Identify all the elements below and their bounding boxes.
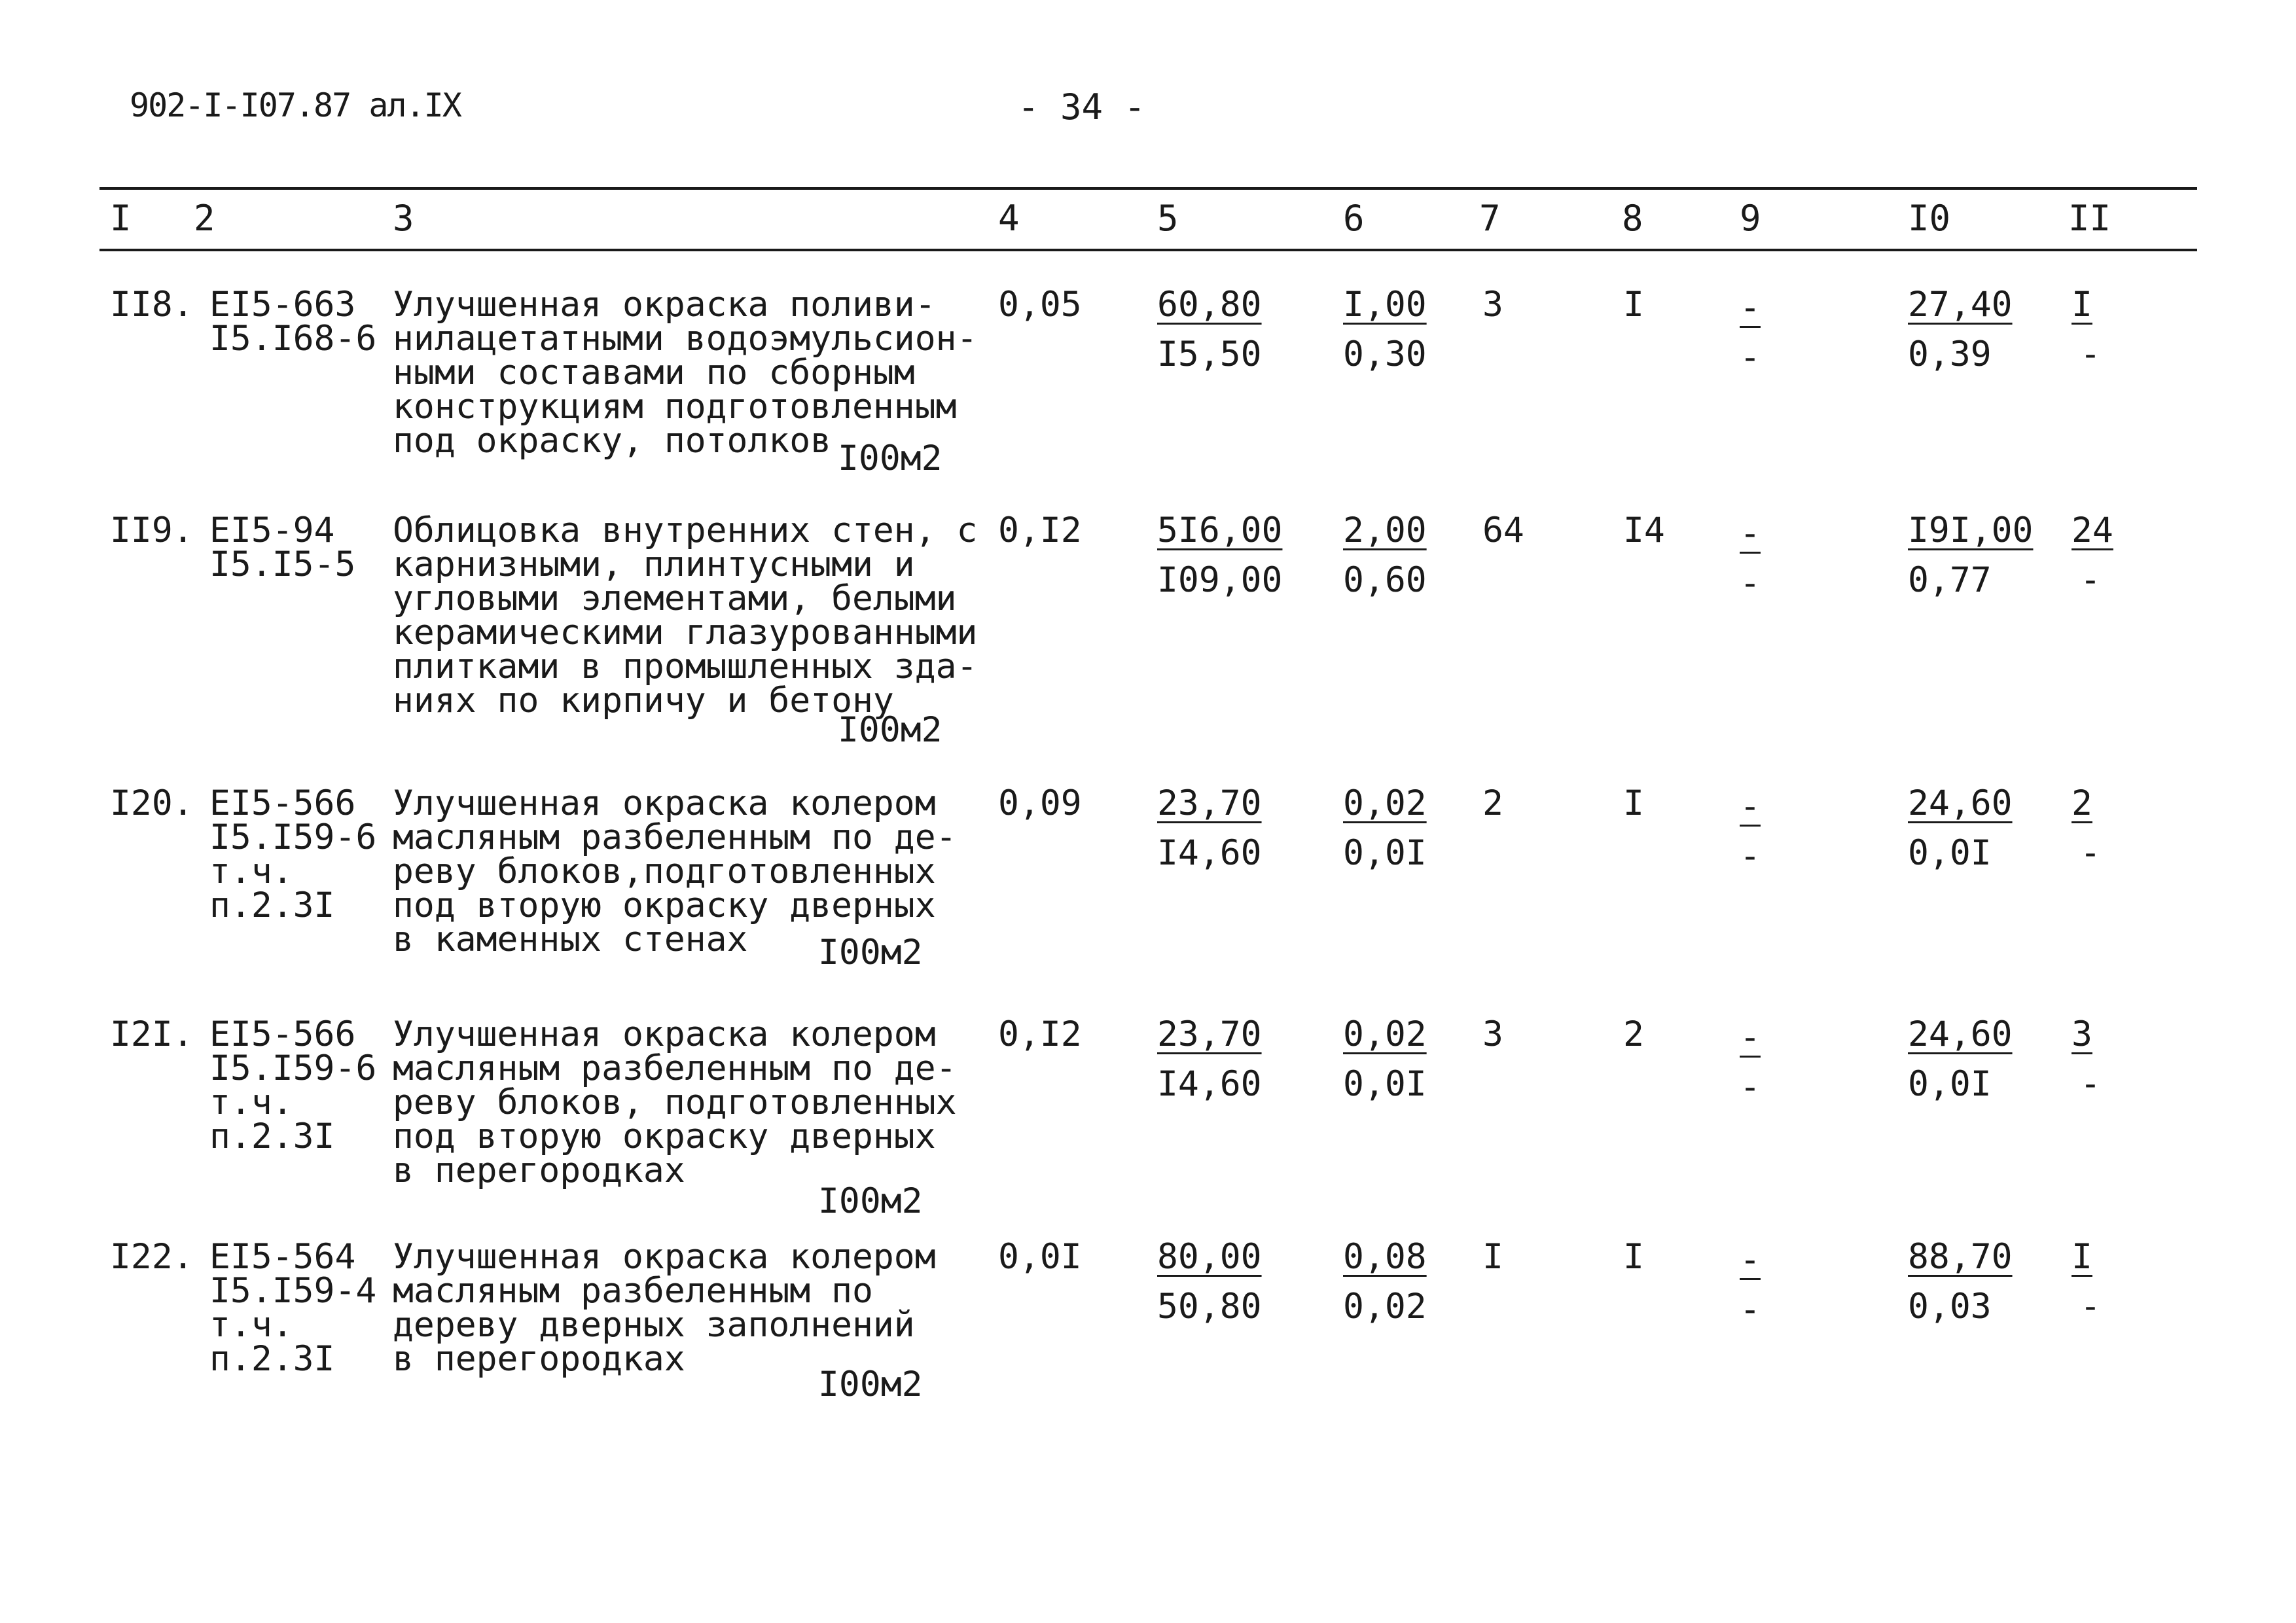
col10-top: 88,70	[1908, 1237, 2013, 1277]
column-header-8: 8	[1622, 198, 1643, 239]
work-description-line: Улучшенная окраска поливи-	[393, 285, 936, 325]
work-description-line: в каменных стенах	[393, 919, 748, 959]
col9-bottom: -	[1740, 1067, 1761, 1107]
work-description-line: масляным разбеленным по	[393, 1271, 873, 1311]
col10-bottom: 0,39	[1908, 334, 1992, 374]
col9-bottom: -	[1740, 563, 1761, 603]
column-header-1: I	[110, 198, 132, 239]
col6-top: 0,02	[1343, 1014, 1427, 1054]
rate-code: I5.I59-6	[209, 1048, 377, 1088]
quantity: 0,0I	[998, 1237, 1082, 1277]
rate-code: п.2.3I	[209, 1339, 335, 1379]
col10-top: I9I,00	[1908, 510, 2034, 550]
work-description-line: в перегородках	[393, 1150, 685, 1190]
quantity: 0,I2	[998, 510, 1082, 550]
work-description-line: под вторую окраску дверных	[393, 1116, 936, 1156]
work-description-line: Улучшенная окраска колером	[393, 1237, 936, 1277]
rate-code: EI5-564	[209, 1237, 356, 1277]
col9-top: -	[1740, 288, 1761, 328]
col11-top: 2	[2072, 783, 2092, 823]
col5-bottom: I5,50	[1157, 334, 1262, 374]
work-description-line: Облицовка внутренних стен, с	[393, 510, 978, 550]
col11-bottom: -	[2080, 1064, 2101, 1104]
col5-bottom: 50,80	[1157, 1287, 1262, 1327]
col9-top: -	[1740, 1018, 1761, 1058]
col11-bottom: -	[2080, 1287, 2101, 1327]
col5-top: 60,80	[1157, 285, 1262, 325]
col6-bottom: 0,0I	[1343, 1064, 1427, 1104]
unit-label: I00м2	[818, 933, 923, 972]
column-header-4: 4	[998, 198, 1020, 239]
col9-bottom: -	[1740, 338, 1761, 378]
col5-top: 23,70	[1157, 783, 1262, 823]
col11-bottom: -	[2080, 833, 2101, 873]
col6-bottom: 0,60	[1343, 560, 1427, 600]
document-header-code: 902-I-I07.87 ал.IX	[130, 86, 461, 124]
work-description-line: нилацетатными водоэмульсион-	[393, 319, 978, 359]
rate-code: EI5-663	[209, 285, 356, 325]
col10-top: 24,60	[1908, 1014, 2013, 1054]
work-description-line: Улучшенная окраска колером	[393, 1014, 936, 1054]
col6-top: 2,00	[1343, 510, 1427, 550]
col10-top: 27,40	[1908, 285, 2013, 325]
col8: I	[1623, 285, 1644, 325]
work-description-line: ными составами по сборным	[393, 353, 915, 393]
rate-code: т.ч.	[209, 1082, 293, 1122]
work-description-line: под вторую окраску дверных	[393, 885, 936, 925]
rate-code: т.ч.	[209, 1305, 293, 1345]
col7: 3	[1482, 285, 1503, 325]
rate-code: EI5-566	[209, 1014, 356, 1054]
work-description-line: Улучшенная окраска колером	[393, 783, 936, 823]
rate-code: п.2.3I	[209, 1116, 335, 1156]
unit-label: I00м2	[818, 1181, 923, 1221]
col5-top: 5I6,00	[1157, 510, 1283, 550]
col5-top: 80,00	[1157, 1237, 1262, 1277]
col11-bottom: -	[2080, 334, 2101, 374]
table-top-rule	[99, 187, 2197, 190]
quantity: 0,09	[998, 783, 1082, 823]
col6-top: 0,08	[1343, 1237, 1427, 1277]
column-header-2: 2	[194, 198, 215, 239]
col8: 2	[1623, 1014, 1644, 1054]
work-description-line: ниях по кирпичу и бетону	[393, 681, 894, 721]
work-description-line: плитками в промышленных зда-	[393, 647, 978, 687]
col7: 3	[1482, 1014, 1503, 1054]
col9-top: -	[1740, 787, 1761, 827]
work-description-line: масляным разбеленным по де-	[393, 1048, 957, 1088]
col10-bottom: 0,03	[1908, 1287, 1992, 1327]
row-number: II8.	[110, 285, 194, 325]
col11-top: I	[2072, 1237, 2092, 1277]
col5-bottom: I09,00	[1157, 560, 1283, 600]
col5-bottom: I4,60	[1157, 833, 1262, 873]
col10-bottom: 0,0I	[1908, 1064, 1992, 1104]
rate-code: I5.I59-4	[209, 1271, 377, 1311]
table-header-rule	[99, 249, 2197, 251]
col9-top: -	[1740, 1240, 1761, 1280]
col5-bottom: I4,60	[1157, 1064, 1262, 1104]
col6-bottom: 0,02	[1343, 1287, 1427, 1327]
work-description-line: масляным разбеленным по де-	[393, 817, 957, 857]
rate-code: EI5-94	[209, 510, 335, 550]
col7: 64	[1482, 510, 1524, 550]
column-header-7: 7	[1479, 198, 1501, 239]
column-header-11: II	[2068, 198, 2111, 239]
page-number: - 34 -	[1018, 86, 1146, 128]
rate-code: EI5-566	[209, 783, 356, 823]
row-number: II9.	[110, 510, 194, 550]
unit-label: I00м2	[838, 438, 942, 478]
work-description-line: карнизными, плинтусными и	[393, 544, 915, 584]
unit-label: I00м2	[818, 1364, 923, 1404]
column-header-10: I0	[1908, 198, 1951, 239]
col9-top: -	[1740, 514, 1761, 554]
col6-top: I,00	[1343, 285, 1427, 325]
column-header-9: 9	[1740, 198, 1761, 239]
col11-top: I	[2072, 285, 2092, 325]
quantity: 0,I2	[998, 1014, 1082, 1054]
rate-code: т.ч.	[209, 851, 293, 891]
work-description-line: под окраску, потолков	[393, 421, 832, 461]
col5-top: 23,70	[1157, 1014, 1262, 1054]
work-description-line: реву блоков,подготовленных	[393, 851, 936, 891]
rate-code: I5.I59-6	[209, 817, 377, 857]
rate-code: п.2.3I	[209, 885, 335, 925]
row-number: I20.	[110, 783, 194, 823]
col6-bottom: 0,30	[1343, 334, 1427, 374]
col8: I	[1623, 783, 1644, 823]
column-header-5: 5	[1157, 198, 1179, 239]
col10-bottom: 0,77	[1908, 560, 1992, 600]
col11-top: 24	[2072, 510, 2113, 550]
rate-code: I5.I5-5	[209, 544, 356, 584]
row-number: I22.	[110, 1237, 194, 1277]
work-description-line: угловыми элементами, белыми	[393, 579, 957, 618]
rate-code: I5.I68-6	[209, 319, 377, 359]
col7: I	[1482, 1237, 1503, 1277]
col11-top: 3	[2072, 1014, 2092, 1054]
col11-bottom: -	[2080, 560, 2101, 600]
col10-bottom: 0,0I	[1908, 833, 1992, 873]
work-description-line: керамическими глазурованными	[393, 613, 978, 652]
col10-top: 24,60	[1908, 783, 2013, 823]
col9-bottom: -	[1740, 1290, 1761, 1330]
work-description-line: реву блоков, подготовленных	[393, 1082, 957, 1122]
col8: I4	[1623, 510, 1665, 550]
quantity: 0,05	[998, 285, 1082, 325]
col9-bottom: -	[1740, 836, 1761, 876]
column-header-3: 3	[393, 198, 414, 239]
col8: I	[1623, 1237, 1644, 1277]
col7: 2	[1482, 783, 1503, 823]
column-header-6: 6	[1343, 198, 1365, 239]
row-number: I2I.	[110, 1014, 194, 1054]
unit-label: I00м2	[838, 710, 942, 750]
work-description-line: дереву дверных заполнений	[393, 1305, 915, 1345]
work-description-line: конструкциям подготовленным	[393, 387, 957, 427]
col6-bottom: 0,0I	[1343, 833, 1427, 873]
work-description-line: в перегородках	[393, 1339, 685, 1379]
col6-top: 0,02	[1343, 783, 1427, 823]
